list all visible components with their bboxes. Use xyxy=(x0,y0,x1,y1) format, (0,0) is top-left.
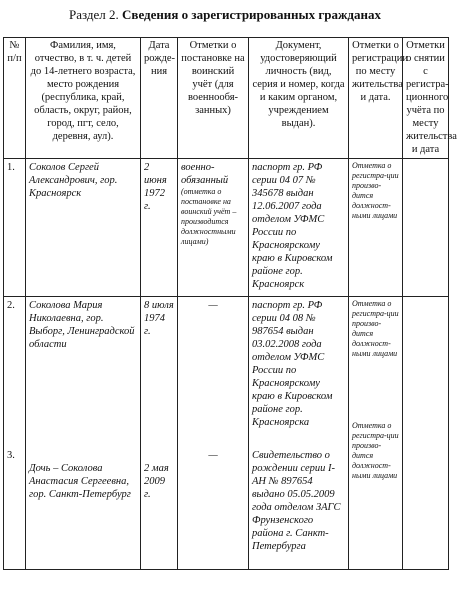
row-military-group xyxy=(178,297,249,556)
row-document: Свидетельство о рождении серии I-АН № 897654 выдано 05.05.2009 года отделом ЗАГС Фрунзенского района г. Санкт-Петербурга xyxy=(252,450,341,552)
row-document: паспорт гр. РФ серии 04 08 № 987654 выдан 03.02.2008 года отделом УФМС России по Красноярскому краю в Кировском районе гор. Красноярска xyxy=(252,300,333,428)
row-birth: 2 июня 1972 г. xyxy=(141,159,178,297)
row-registration: Отметка о регистра-ции произво-дится должност-ными лицами xyxy=(352,421,399,480)
row-number: 3. xyxy=(7,450,15,461)
row-registration: Отметка о регистра-ции произво-дится должност-ными лицами xyxy=(349,159,403,297)
section-name: Сведения о зарегистрированных гражданах xyxy=(122,7,381,22)
military-status: — xyxy=(208,450,218,461)
row-name: Соколова Мария Николаевна, гор. Выборг, Ленинградской области xyxy=(29,300,135,350)
section-title xyxy=(0,7,450,23)
header-row xyxy=(4,38,449,159)
col-header-deregistration: Отметки о снятии с регистра-ционного учёта по месту жительства и дата xyxy=(403,38,449,159)
row-birth-group xyxy=(141,297,178,556)
row-name-group xyxy=(26,297,141,556)
col-header-registration: Отметки о регистрации по месту жительства и дата. xyxy=(349,38,403,159)
military-status: — xyxy=(208,300,218,311)
col-header-document: Документ, удостоверяющий личность (вид, серия и номер, когда и каким органом, учреждением выдан). xyxy=(249,38,349,159)
row-birth: 2 мая 2009 г. xyxy=(144,463,169,500)
table-row xyxy=(4,159,449,297)
citizens-table xyxy=(3,37,457,570)
military-status: военно-обязанный xyxy=(181,162,229,186)
row-name: Соколов Сергей Александрович, гор. Красноярск xyxy=(26,159,141,297)
row-number: 1. xyxy=(4,159,26,297)
row-deregistration xyxy=(403,159,449,297)
military-note: (отметка о постановке на воинский учёт – производится должностными лицами) xyxy=(181,187,237,246)
section-number: Раздел 2. xyxy=(69,7,119,22)
col-header-military: Отметки о постановке на воинский учёт (для военнообя-занных) xyxy=(178,38,249,159)
row-document-group xyxy=(249,297,349,556)
col-header-number: № п/п xyxy=(4,38,26,159)
row-registration: Отметка о регистра-ции произво-дится должност-ными лицами xyxy=(352,299,399,358)
row-registration-group xyxy=(349,297,403,556)
row-birth: 8 июля 1974 г. xyxy=(144,300,174,337)
row-number: 2. xyxy=(7,300,15,311)
row-military xyxy=(178,159,249,297)
col-header-birth: Дата рожде-ния xyxy=(141,38,178,159)
row-deregistration-group xyxy=(403,297,449,556)
row-number-group xyxy=(4,297,26,556)
table-tail xyxy=(4,555,449,570)
col-header-name: Фамилия, имя, отчество, в т. ч. детей до 14-летнего возраста, место рождения (республика, край, область, округ, район, город, пгт, село, деревня, аул). xyxy=(26,38,141,159)
row-document: паспорт гр. РФ серии 04 07 № 345678 выдан 12.06.2007 года отделом УФМС России по Красноярскому краю в Кировском районе гор. Красноярск xyxy=(249,159,349,297)
table-row xyxy=(4,297,449,556)
row-name: Дочь – Соколова Анастасия Сергеевна, гор. Санкт-Петербург xyxy=(29,463,131,500)
